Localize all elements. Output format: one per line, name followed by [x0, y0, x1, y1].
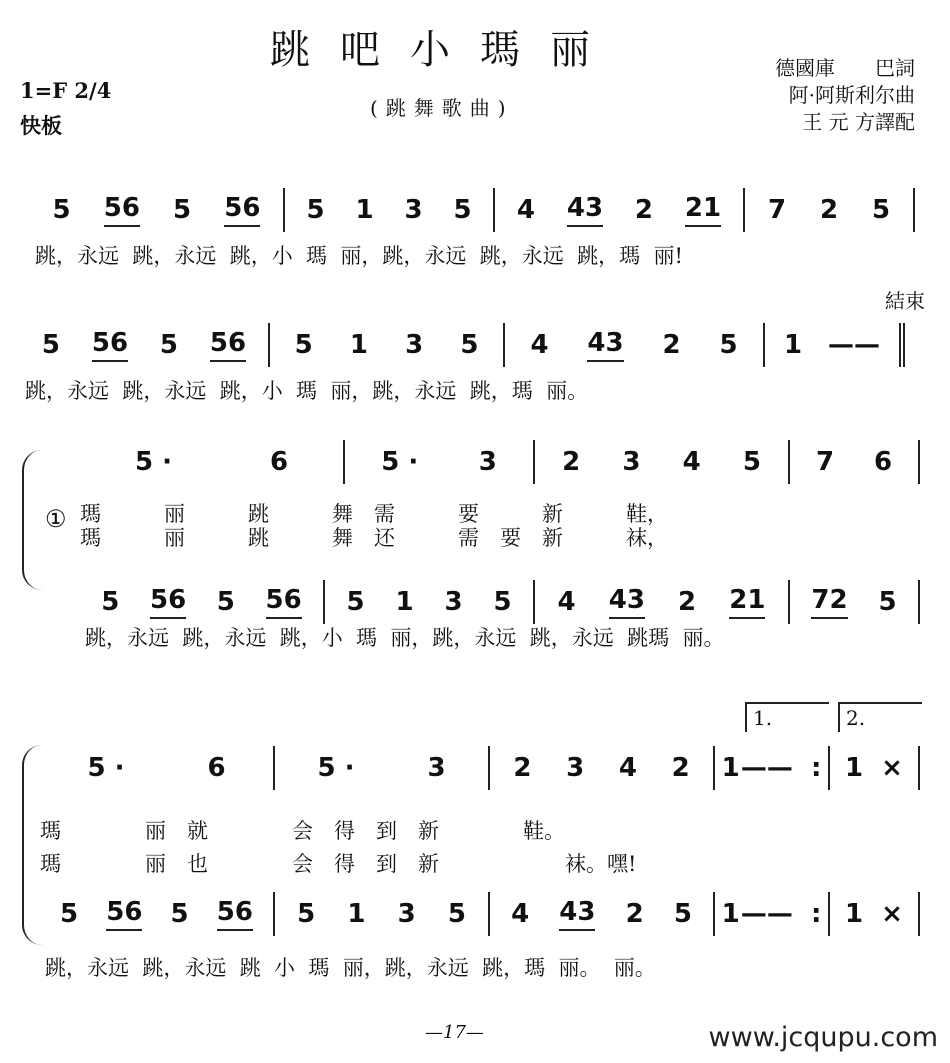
- note: 2: [513, 753, 532, 783]
- note: 5 ·: [317, 753, 355, 783]
- measure: [790, 580, 920, 624]
- note: 5: [673, 899, 692, 929]
- note: 5: [159, 330, 179, 360]
- measure: [20, 323, 270, 367]
- note: 72: [811, 585, 847, 619]
- note: 4: [682, 447, 701, 477]
- note: —— :: [740, 899, 822, 929]
- song-title: 跳吧小瑪丽: [270, 27, 620, 73]
- note: 1: [349, 330, 368, 360]
- note: 3: [444, 587, 463, 617]
- note: ——: [828, 330, 881, 360]
- note: —— :: [740, 753, 822, 783]
- page-number: —17—: [425, 1022, 484, 1043]
- note: 1: [845, 753, 864, 783]
- note: 56: [217, 897, 253, 931]
- note: 1: [783, 330, 803, 360]
- note: 5: [346, 587, 365, 617]
- line-3-melody: [80, 440, 920, 484]
- measure: [490, 746, 715, 790]
- note: 5: [871, 195, 891, 225]
- measure: [790, 440, 920, 484]
- note: 56: [150, 585, 186, 619]
- note: 3: [622, 447, 641, 477]
- note: 4: [530, 330, 549, 360]
- note: 43: [567, 193, 603, 227]
- note: 2: [662, 330, 681, 360]
- measure: [270, 323, 505, 367]
- note: 1: [721, 899, 740, 929]
- lyrics-line: 跳，永远 跳，永远 跳，小 瑪 丽，跳，永远 跳，瑪 丽。: [25, 379, 589, 403]
- note: 2: [634, 195, 654, 225]
- measure: [285, 188, 495, 232]
- note: ×: [881, 753, 903, 783]
- note: 2: [625, 899, 644, 929]
- credits: [720, 55, 915, 136]
- lyrics-line: 跳，永远 跳，永远 跳，小 瑪 丽，跳，永远 跳，永远 跳瑪 丽。: [85, 626, 725, 650]
- note: 43: [587, 328, 623, 362]
- key-signature: 1=F 2/4: [20, 78, 112, 103]
- note: 56: [106, 897, 142, 931]
- measure: [715, 746, 830, 790]
- note: 5 ·: [87, 753, 125, 783]
- note: 43: [609, 585, 645, 619]
- note: 5: [460, 330, 479, 360]
- tempo-marking: 快板: [20, 113, 62, 138]
- line-1: [30, 188, 915, 232]
- verse-2-lyrics: 瑪 丽 也 会 得 到 新 袜。嘿!: [40, 852, 637, 876]
- measure: [490, 892, 715, 936]
- note: 5: [447, 899, 466, 929]
- note: 21: [729, 585, 765, 619]
- subtitle: (跳舞歌曲): [370, 96, 514, 120]
- note: 3: [397, 899, 416, 929]
- note: 56: [266, 585, 302, 619]
- note: 56: [210, 328, 246, 362]
- note: 1: [347, 899, 366, 929]
- note: 6: [873, 447, 893, 477]
- note: 5 ·: [381, 447, 419, 477]
- line-2: [20, 323, 905, 367]
- lyrics-line: 跳，永远 跳，永远 跳 小 瑪 丽，跳，永远 跳，瑪 丽。 丽。: [45, 956, 656, 980]
- note: 5: [719, 330, 738, 360]
- note: 43: [559, 897, 595, 931]
- measure: [535, 440, 790, 484]
- note: 7: [815, 447, 835, 477]
- measure: [275, 746, 490, 790]
- measure: [830, 892, 920, 936]
- note: 4: [516, 195, 536, 225]
- note: 5: [742, 447, 761, 477]
- measure: [535, 580, 790, 624]
- note: 3: [478, 447, 497, 477]
- note: 3: [566, 753, 585, 783]
- watermark: www.jcqupu.com: [708, 1022, 938, 1053]
- note: 7: [767, 195, 787, 225]
- note: 1: [355, 195, 374, 225]
- line-4-melody: [40, 746, 920, 790]
- measure: [830, 746, 920, 790]
- measure: [325, 580, 535, 624]
- note: ×: [881, 899, 903, 929]
- note: 5: [453, 195, 472, 225]
- note: 5: [493, 587, 512, 617]
- note: 5: [173, 195, 192, 225]
- note: 5: [294, 330, 313, 360]
- verse-1-lyrics: 瑪 丽 就 会 得 到 新 鞋。: [40, 819, 565, 843]
- note: 2: [819, 195, 839, 225]
- measure: [345, 440, 535, 484]
- note: 5: [101, 587, 120, 617]
- note: 4: [557, 587, 576, 617]
- note: 1: [721, 753, 740, 783]
- note: 5: [306, 195, 325, 225]
- note: 1: [845, 899, 864, 929]
- note: 5: [60, 899, 79, 929]
- note: 21: [685, 193, 721, 227]
- note: 2: [562, 447, 581, 477]
- note: 2: [678, 587, 697, 617]
- note: 5: [170, 899, 189, 929]
- line-4-accompaniment: [40, 892, 920, 936]
- note: 4: [618, 753, 637, 783]
- lyricist: 德國庫 巴詞: [775, 56, 915, 80]
- note: 3: [427, 753, 446, 783]
- verse-2-lyrics: 瑪 丽 跳 舞 还 需 要 新 袜，: [80, 526, 668, 550]
- note: 5 ·: [134, 447, 172, 477]
- note: 5: [52, 195, 71, 225]
- measure: [505, 323, 765, 367]
- note: 6: [269, 447, 289, 477]
- note: 3: [404, 195, 423, 225]
- measure: [30, 188, 285, 232]
- measure: [745, 188, 915, 232]
- note: 4: [511, 899, 530, 929]
- note: 5: [41, 330, 61, 360]
- note: 3: [405, 330, 424, 360]
- measure: [40, 892, 275, 936]
- translator: 王 元 方譯配: [802, 110, 915, 134]
- note: 56: [92, 328, 128, 362]
- measure: [715, 892, 830, 936]
- note: 5: [216, 587, 235, 617]
- measure: [80, 580, 325, 624]
- lyrics-line: 跳，永远 跳，永远 跳，小 瑪 丽，跳，永远 跳，永远 跳，瑪 丽!: [35, 244, 683, 268]
- note: 6: [207, 753, 226, 783]
- note: 1: [395, 587, 414, 617]
- measure: [275, 892, 490, 936]
- measure: [80, 440, 345, 484]
- note: 56: [104, 193, 140, 227]
- volta-2: 2.: [838, 702, 922, 732]
- volta-1: 1.: [745, 702, 829, 732]
- system-brace: [22, 450, 44, 590]
- verse-marker: ①: [45, 505, 67, 533]
- note: 2: [671, 753, 690, 783]
- verse-1-lyrics: 瑪 丽 跳 舞 需 要 新 鞋，: [80, 502, 668, 526]
- measure: [40, 746, 275, 790]
- ending-label: 結束: [885, 289, 925, 313]
- note: 5: [878, 587, 897, 617]
- note: 5: [297, 899, 316, 929]
- note: 56: [224, 193, 260, 227]
- line-3-accompaniment: [80, 580, 920, 624]
- composer: 阿·阿斯利尔曲: [788, 83, 915, 107]
- measure: [495, 188, 745, 232]
- measure: [765, 323, 905, 367]
